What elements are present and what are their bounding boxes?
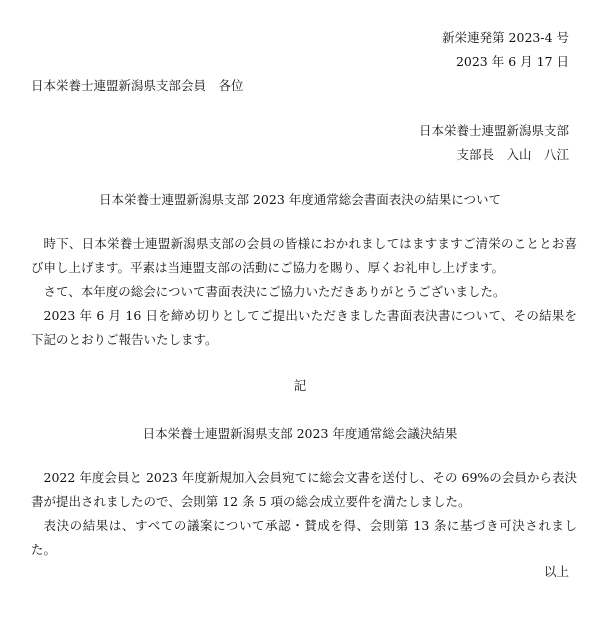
sender-name: 支部長 入山 八江 [456,147,569,162]
document-date: 2023 年 6 月 17 日 [455,54,569,69]
result-paragraph-vote: 表決の結果は、すべての議案について承認・賛成を得、会則第 13 条に基づき可決されました。 [31,518,577,557]
sender-organization: 日本栄養士連盟新潟県支部 [418,123,569,138]
body-paragraph-report: 2023 年 6 月 16 日を締め切りとしてご提出いただきました書面表決書について、その結果を下記のとおりご報告いたします。 [31,308,577,347]
document-title: 日本栄養士連盟新潟県支部 2023 年度通常総会書面表決の結果について [98,192,501,207]
addressee: 日本栄養士連盟新潟県支部会員 各位 [31,78,244,93]
result-title: 日本栄養士連盟新潟県支部 2023 年度通常総会議決結果 [142,426,458,441]
body-paragraph-greeting: 時下、日本栄養士連盟新潟県支部の会員の皆様におかれましてはますますご清栄のこととお喜び申し上げます。平素は当連盟支部の活動にご協力を賜り、厚くお礼申し上げます。 [31,236,577,275]
result-paragraph-quorum: 2022 年度会員と 2023 年度新規加入会員宛てに総会文書を送付し、その 69%の会員から表決書が提出されましたので、会則第 12 条 5 項の総会成立要件を満たしました。 [31,470,577,509]
ki-heading: 記 [293,378,307,393]
document-number: 新栄連発第 2023-4 号 [442,30,569,45]
body-paragraph-thanks: さて、本年度の総会について書面表決にご協力いただきありがとうございました。 [43,284,506,299]
closing-mark: 以上 [543,564,569,579]
